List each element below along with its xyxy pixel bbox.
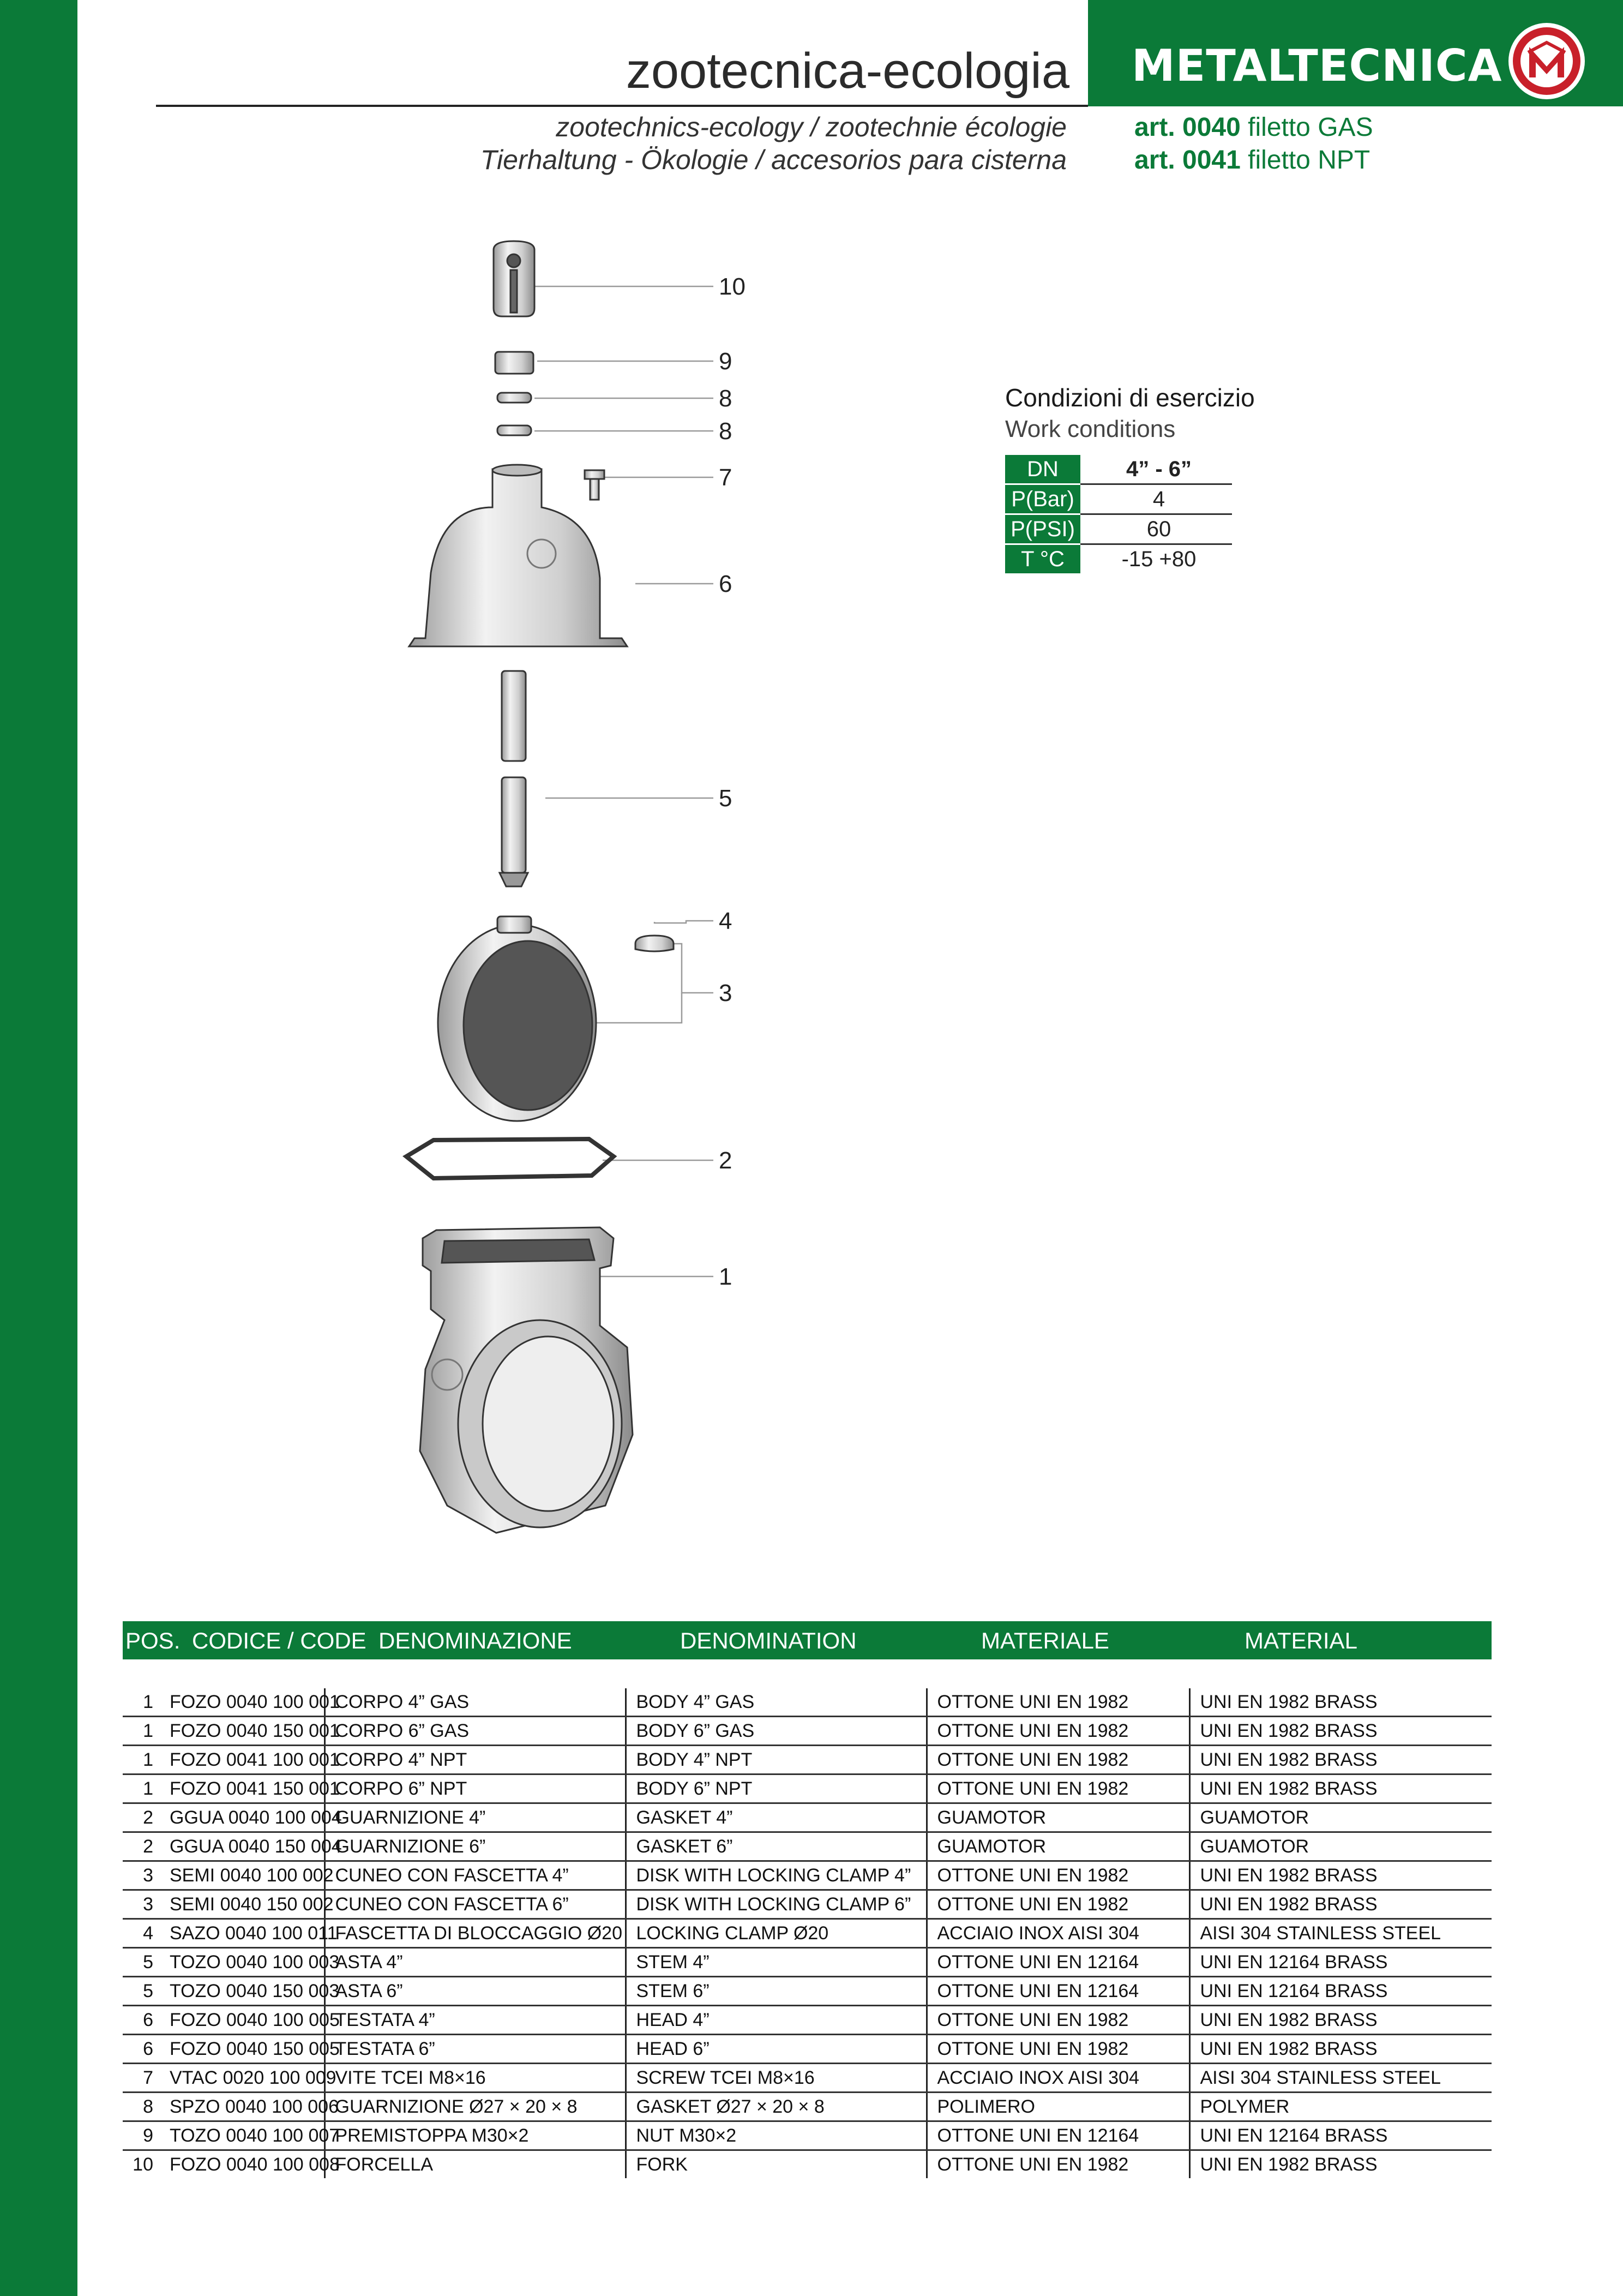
part-pos: 10	[133, 2154, 153, 2175]
part-material: AISI 304 STAINLESS STEEL	[1189, 1919, 1492, 1948]
wc-row	[1005, 455, 1232, 484]
wc-row	[1005, 514, 1232, 544]
parts-table-header	[123, 1621, 1492, 1659]
part-material: UNI EN 1982 BRASS	[1189, 1688, 1492, 1717]
part-pos: 3	[123, 1890, 160, 1919]
part-materiale: ACCIAIO INOX AISI 304	[927, 2064, 1189, 2093]
header-materiale: MATERIALE	[981, 1628, 1109, 1653]
part-code: FOZO 0040 150 001	[160, 1717, 324, 1746]
wc-key: P(Bar)	[1005, 484, 1080, 514]
part-materiale: OTTONE UNI EN 1982	[927, 1890, 1189, 1919]
callout-1: 1	[719, 1263, 732, 1290]
parts-table	[123, 1688, 1492, 2178]
callout-8a: 8	[719, 385, 732, 412]
brand-name: METALTECNICA	[1132, 40, 1502, 91]
part-materiale: POLIMERO	[927, 2093, 1189, 2121]
part-code: FOZO 0040 150 005	[160, 2035, 324, 2064]
part-denominazione: TESTATA 4”	[324, 2006, 626, 2035]
part-denominazione: ASTA 4”	[324, 1948, 626, 1977]
part-code: GGUA 0040 100 004	[160, 1803, 324, 1832]
table-row	[123, 1977, 1492, 2006]
part-denominazione: TESTATA 6”	[324, 2035, 626, 2064]
part-denomination: SCREW TCEI M8×16	[626, 2064, 927, 2093]
part-material: UNI EN 1982 BRASS	[1189, 2006, 1492, 2035]
table-row	[123, 2064, 1492, 2093]
callout-5: 5	[719, 785, 732, 812]
wc-row	[1005, 484, 1232, 514]
table-row	[123, 1717, 1492, 1746]
brand-banner	[1088, 0, 1623, 106]
wc-key: P(PSI)	[1005, 514, 1080, 544]
part-code: TOZO 0040 100 003	[160, 1948, 324, 1977]
part-denomination: NUT M30×2	[626, 2121, 927, 2150]
subtitle-line-2: Tierhaltung - Ökologie / accesorios para cisterna	[480, 145, 1067, 175]
part-materiale: OTTONE UNI EN 1982	[927, 2150, 1189, 2179]
part-code: GGUA 0040 150 004	[160, 1832, 324, 1861]
callout-6: 6	[719, 571, 732, 597]
part-pos: 1	[123, 1717, 160, 1746]
article-code: art. 0041	[1134, 146, 1241, 175]
table-row	[123, 1890, 1492, 1919]
part-material: UNI EN 1982 BRASS	[1189, 1746, 1492, 1775]
part-denominazione: CORPO 6” NPT	[324, 1775, 626, 1803]
part-pos: 9	[123, 2121, 160, 2150]
callout-4: 4	[719, 908, 732, 934]
wc-key: T °C	[1005, 544, 1080, 574]
part-denomination: HEAD 6”	[626, 2035, 927, 2064]
part-pos: 4	[123, 1919, 160, 1948]
part-denominazione: ASTA 6”	[324, 1977, 626, 2006]
part-pos: 5	[123, 1948, 160, 1977]
part-materiale: OTTONE UNI EN 1982	[927, 1688, 1189, 1717]
part-denomination: BODY 6” GAS	[626, 1717, 927, 1746]
part-pos: 2	[123, 1832, 160, 1861]
wc-key: DN	[1005, 455, 1080, 484]
part-code: SEMI 0040 100 002	[160, 1861, 324, 1890]
part-materiale: OTTONE UNI EN 1982	[927, 2035, 1189, 2064]
article-0041	[1134, 145, 1370, 175]
article-0040	[1134, 112, 1373, 142]
part-materiale: OTTONE UNI EN 12164	[927, 2121, 1189, 2150]
part-material: POLYMER	[1189, 2093, 1492, 2121]
callout-2: 2	[719, 1147, 732, 1174]
table-row	[123, 1919, 1492, 1948]
table-row	[123, 1832, 1492, 1861]
table-row	[123, 1861, 1492, 1890]
table-row	[123, 1746, 1492, 1775]
part-code: SAZO 0040 100 011	[160, 1919, 324, 1948]
table-row	[123, 1803, 1492, 1832]
callout-7: 7	[719, 464, 732, 491]
subtitle-line-1: zootechnics-ecology / zootechnie écologie	[556, 112, 1067, 142]
article-desc: filetto NPT	[1240, 146, 1370, 175]
part-denomination: BODY 4” GAS	[626, 1688, 927, 1717]
part-materiale: ACCIAIO INOX AISI 304	[927, 1919, 1189, 1948]
part-materiale: OTTONE UNI EN 1982	[927, 2006, 1189, 2035]
part-code: SPZO 0040 100 006	[160, 2093, 324, 2121]
part-materiale: GUAMOTOR	[927, 1803, 1189, 1832]
work-conditions-table	[1005, 455, 1232, 575]
part-pos: 5	[123, 1977, 160, 2006]
part-material: UNI EN 1982 BRASS	[1189, 2035, 1492, 2064]
article-desc: filetto GAS	[1240, 113, 1373, 142]
part-code: FOZO 0040 100 001	[160, 1688, 324, 1717]
part-denomination: STEM 4”	[626, 1948, 927, 1977]
part-pos: 6	[123, 2006, 160, 2035]
article-code: art. 0040	[1134, 113, 1241, 142]
part-denomination: STEM 6”	[626, 1977, 927, 2006]
table-row	[123, 1775, 1492, 1803]
metaltecnica-logo-icon	[1506, 21, 1587, 101]
part-denomination: DISK WITH LOCKING CLAMP 6”	[626, 1890, 927, 1919]
callout-9: 9	[719, 348, 732, 375]
part-material: UNI EN 1982 BRASS	[1189, 1717, 1492, 1746]
wc-value: 4” - 6”	[1080, 455, 1232, 484]
part-denomination: GASKET 4”	[626, 1803, 927, 1832]
part-materiale: GUAMOTOR	[927, 1832, 1189, 1861]
table-row	[123, 2150, 1492, 2179]
part-pos: 2	[123, 1803, 160, 1832]
part-material: GUAMOTOR	[1189, 1803, 1492, 1832]
header-divider	[156, 105, 1088, 107]
header-material: MATERIAL	[1245, 1628, 1357, 1653]
part-denomination: BODY 6” NPT	[626, 1775, 927, 1803]
part-pos: 1	[123, 1688, 160, 1717]
part-denominazione: CORPO 4” GAS	[324, 1688, 626, 1717]
part-code: FOZO 0040 100 008	[170, 2154, 340, 2175]
part-pos: 1	[123, 1775, 160, 1803]
header-denominazione: DENOMINAZIONE	[378, 1628, 572, 1653]
part-denominazione: PREMISTOPPA M30×2	[324, 2121, 626, 2150]
exploded-valve-drawing	[371, 235, 785, 1555]
part-code: TOZO 0040 100 007	[160, 2121, 324, 2150]
left-green-stripe	[0, 0, 77, 2296]
wc-value: -15 +80	[1121, 547, 1197, 572]
wc-row	[1005, 544, 1232, 574]
part-materiale: OTTONE UNI EN 12164	[927, 1948, 1189, 1977]
wc-value: 4	[1080, 484, 1232, 514]
part-denomination: GASKET 6”	[626, 1832, 927, 1861]
part-materiale: OTTONE UNI EN 1982	[927, 1775, 1189, 1803]
part-denominazione: GUARNIZIONE 4”	[324, 1803, 626, 1832]
part-denominazione: CORPO 4” NPT	[324, 1746, 626, 1775]
table-row	[123, 1688, 1492, 1717]
part-denomination: DISK WITH LOCKING CLAMP 4”	[626, 1861, 927, 1890]
part-material: UNI EN 1982 BRASS	[1189, 1775, 1492, 1803]
page-title: zootecnica-ecologia	[626, 43, 1069, 99]
callout-8b: 8	[719, 418, 732, 445]
part-materiale: OTTONE UNI EN 1982	[927, 1861, 1189, 1890]
part-pos: 3	[123, 1861, 160, 1890]
part-denominazione: FASCETTA DI BLOCCAGGIO Ø20	[324, 1919, 626, 1948]
part-denomination: LOCKING CLAMP Ø20	[626, 1919, 927, 1948]
part-denominazione: GUARNIZIONE 6”	[324, 1832, 626, 1861]
part-pos: 7	[123, 2064, 160, 2093]
part-material: UNI EN 12164 BRASS	[1189, 1977, 1492, 2006]
part-denominazione: GUARNIZIONE Ø27 × 20 × 8	[324, 2093, 626, 2121]
table-row	[123, 2006, 1492, 2035]
part-code: VTAC 0020 100 009	[160, 2064, 324, 2093]
part-denominazione: VITE TCEI M8×16	[324, 2064, 626, 2093]
part-code: FOZO 0040 100 005	[160, 2006, 324, 2035]
part-code: FOZO 0041 150 001	[160, 1775, 324, 1803]
part-denomination: BODY 4” NPT	[626, 1746, 927, 1775]
part-denomination: FORK	[626, 2150, 927, 2179]
work-conditions-title: Condizioni di esercizio	[1005, 383, 1255, 412]
part-material: AISI 304 STAINLESS STEEL	[1189, 2064, 1492, 2093]
callout-3: 3	[719, 980, 732, 1006]
header-denomination: DENOMINATION	[680, 1628, 857, 1653]
part-pos: 8	[123, 2093, 160, 2121]
part-code: SEMI 0040 150 002	[160, 1890, 324, 1919]
part-material: GUAMOTOR	[1189, 1832, 1492, 1861]
header-pos: POS.	[125, 1628, 181, 1653]
part-denominazione: CORPO 6” GAS	[324, 1717, 626, 1746]
part-code: FOZO 0041 100 001	[160, 1746, 324, 1775]
part-material: UNI EN 1982 BRASS	[1189, 1861, 1492, 1890]
part-denominazione: CUNEO CON FASCETTA 4”	[324, 1861, 626, 1890]
part-code: TOZO 0040 150 003	[160, 1977, 324, 2006]
wc-value: 60	[1080, 514, 1232, 544]
table-row	[123, 2121, 1492, 2150]
part-materiale: OTTONE UNI EN 12164	[927, 1977, 1189, 2006]
part-pos: 1	[123, 1746, 160, 1775]
part-material: UNI EN 1982 BRASS	[1189, 1890, 1492, 1919]
part-material: UNI EN 1982 BRASS	[1189, 2150, 1492, 2179]
work-conditions-subtitle: Work conditions	[1005, 416, 1176, 442]
table-row	[123, 2035, 1492, 2064]
part-denomination: GASKET Ø27 × 20 × 8	[626, 2093, 927, 2121]
header-code: CODICE / CODE	[192, 1628, 366, 1653]
part-materiale: OTTONE UNI EN 1982	[927, 1717, 1189, 1746]
part-material: UNI EN 12164 BRASS	[1189, 1948, 1492, 1977]
table-row	[123, 2093, 1492, 2121]
part-denominazione: CUNEO CON FASCETTA 6”	[324, 1890, 626, 1919]
part-denomination: HEAD 4”	[626, 2006, 927, 2035]
part-pos: 6	[123, 2035, 160, 2064]
part-denominazione: FORCELLA	[324, 2150, 626, 2179]
part-materiale: OTTONE UNI EN 1982	[927, 1746, 1189, 1775]
part-material: UNI EN 12164 BRASS	[1189, 2121, 1492, 2150]
table-row	[123, 1948, 1492, 1977]
callout-10: 10	[719, 273, 746, 300]
